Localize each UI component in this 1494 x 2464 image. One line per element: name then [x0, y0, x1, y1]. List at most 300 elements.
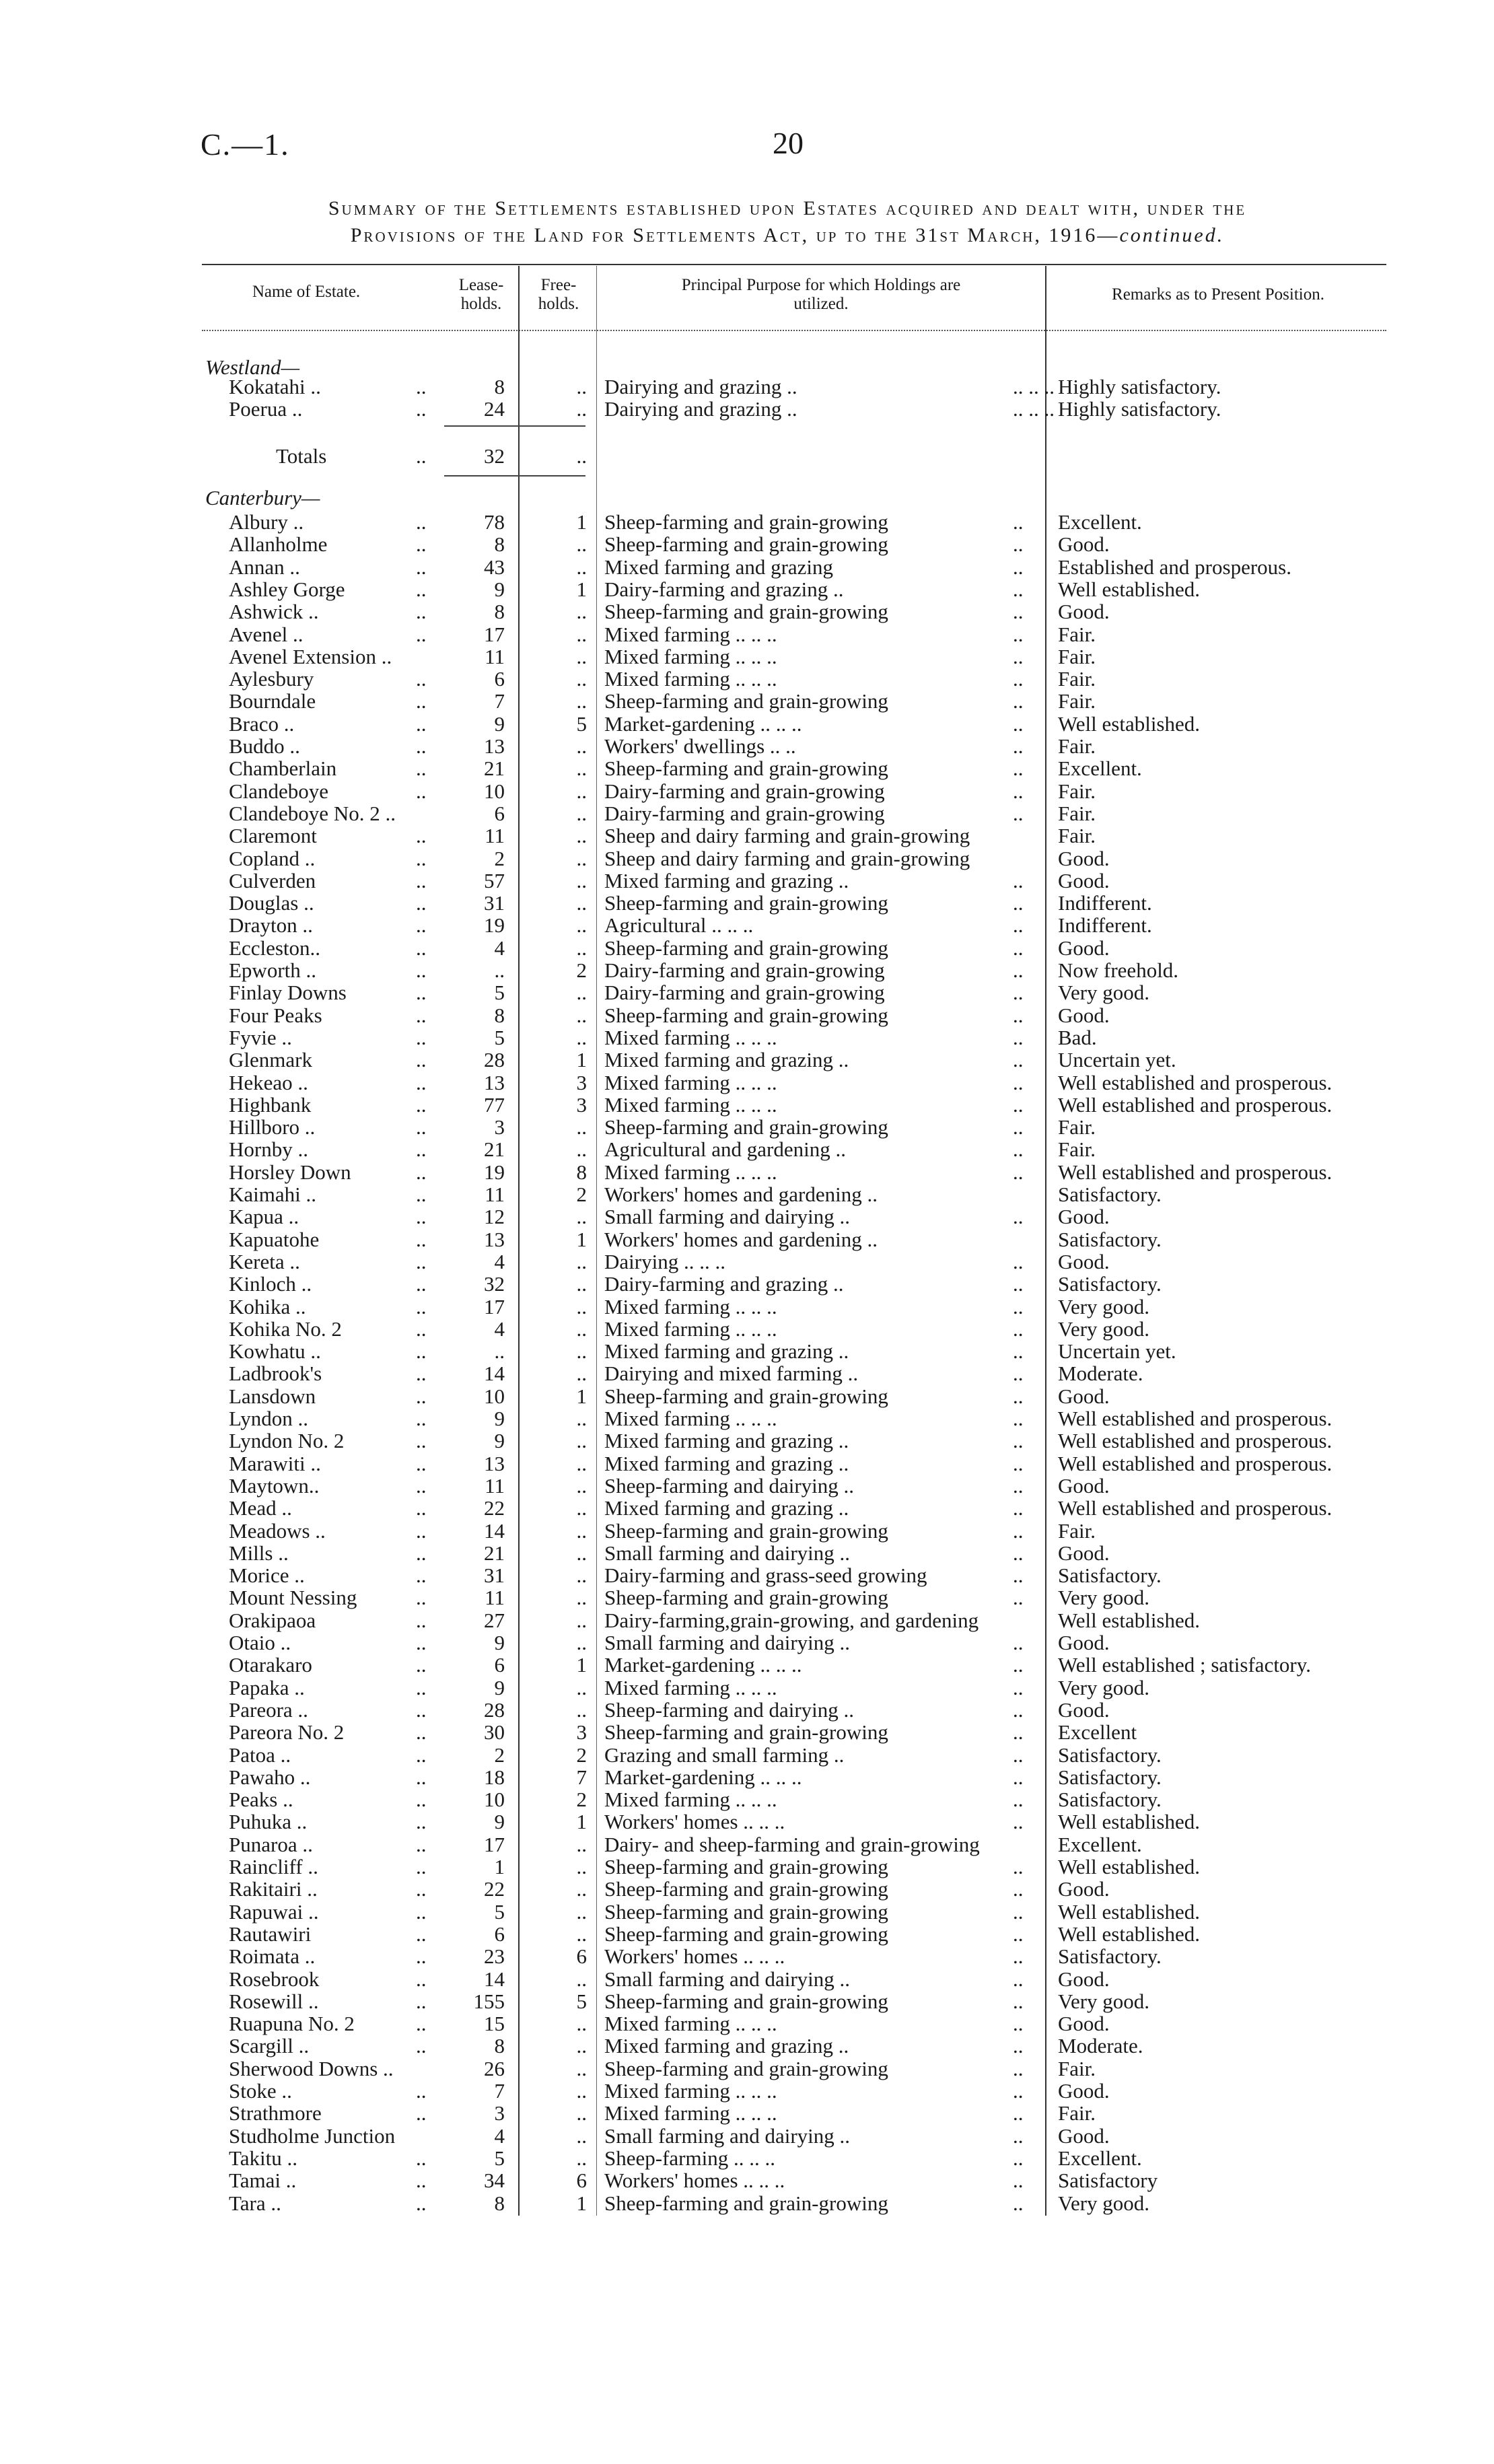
estate-name: Sherwood Downs ..	[229, 2056, 394, 2080]
totals-freeholds: ..	[576, 444, 587, 468]
leaseholds: 8	[494, 2034, 505, 2058]
leader-dots: ..	[416, 1249, 427, 1273]
table-row	[0, 1766, 1494, 1788]
col-header-name: Name of Estate.	[252, 283, 361, 301]
leader-dots: ..	[416, 1720, 427, 1745]
freeholds: 1	[576, 1653, 587, 1677]
leader-dots: ..	[416, 824, 427, 848]
purpose: Mixed farming .. .. ..	[604, 1092, 777, 1117]
purpose: Dairy-farming and grazing ..	[604, 1272, 844, 1296]
leader-dots: ..	[416, 1316, 427, 1341]
estate-name: Epworth ..	[229, 958, 317, 982]
purpose-dots: ..	[1013, 1944, 1024, 1969]
leader-dots: ..	[416, 1877, 427, 1901]
purpose-dots: ..	[1013, 1070, 1024, 1094]
header-bottom-rule	[202, 330, 1386, 331]
table-row	[0, 556, 1494, 578]
leader-dots: ..	[416, 1115, 427, 1139]
purpose: Dairy-farming and grain-growing	[604, 801, 885, 825]
purpose: Agricultural and gardening ..	[604, 1137, 846, 1162]
remarks: Good.	[1058, 2079, 1110, 2103]
freeholds: ..	[576, 1586, 587, 1610]
leaseholds: 28	[484, 1697, 505, 1722]
purpose-dots: ..	[1013, 1720, 1024, 1745]
remarks: Excellent	[1058, 1720, 1137, 1745]
table-row	[0, 1945, 1494, 1967]
purpose: Mixed farming .. .. ..	[604, 1160, 777, 1184]
purpose-dots: ..	[1013, 1541, 1024, 1565]
leaseholds: 155	[473, 1989, 505, 2013]
leader-dots: ..	[416, 375, 427, 398]
col-header-freeholds-2: holds.	[538, 295, 579, 313]
purpose-dots: ..	[1013, 1855, 1024, 1878]
leader-dots: ..	[416, 868, 427, 892]
purpose-dots: ..	[1013, 689, 1024, 713]
leaseholds: 15	[484, 2012, 505, 2036]
freeholds: ..	[576, 689, 587, 713]
table-row	[0, 1205, 1494, 1228]
remarks: Uncertain yet.	[1058, 1339, 1176, 1364]
table-row	[0, 1318, 1494, 1340]
table-row	[0, 1878, 1494, 1900]
leader-dots: ..	[416, 1160, 427, 1184]
purpose-dots: ..	[1013, 2056, 1024, 2080]
freeholds: 8	[576, 1160, 587, 1184]
purpose-dots: ..	[1013, 1272, 1024, 1296]
estate-name: Pareora No. 2	[229, 1720, 345, 1745]
estate-name: Papaka ..	[229, 1675, 305, 1699]
estate-name: Lyndon No. 2	[229, 1429, 345, 1453]
table-row	[0, 2057, 1494, 2080]
remarks: Good.	[1058, 600, 1110, 624]
purpose: Mixed farming and grazing ..	[604, 1429, 849, 1453]
totals-dots: ..	[416, 444, 427, 468]
leaseholds: ..	[494, 958, 505, 982]
purpose: Sheep-farming and grain-growing	[604, 1003, 888, 1027]
leader-dots: ..	[416, 1967, 427, 1991]
leaseholds: 9	[494, 577, 505, 601]
freeholds: ..	[576, 801, 587, 825]
purpose: Dairying and grazing ..	[604, 375, 797, 398]
table-row	[0, 1475, 1494, 1497]
remarks: Well established and prosperous.	[1058, 1070, 1332, 1094]
estate-name: Ladbrook's	[229, 1362, 322, 1386]
leader-dots: ..	[416, 1832, 427, 1856]
freeholds: ..	[576, 734, 587, 758]
freeholds: ..	[576, 397, 587, 421]
leader-dots: ..	[416, 1631, 427, 1654]
estate-name: Clandeboye No. 2 ..	[229, 801, 396, 825]
purpose: Small farming and dairying ..	[604, 1631, 851, 1654]
purpose: Mixed farming .. .. ..	[604, 644, 777, 668]
leader-dots: ..	[416, 1653, 427, 1677]
estate-name: Drayton ..	[229, 913, 313, 938]
purpose: Mixed farming .. .. ..	[604, 1070, 777, 1094]
estate-name: Hekeao ..	[229, 1070, 308, 1094]
estate-name: Kapuatohe	[229, 1227, 320, 1251]
leader-dots: ..	[416, 1541, 427, 1565]
title-line-2	[182, 222, 1393, 249]
leaseholds: 13	[484, 1451, 505, 1475]
table-row	[0, 533, 1494, 555]
purpose-dots: ..	[1013, 1092, 1024, 1117]
leaseholds: 78	[484, 510, 505, 534]
freeholds: ..	[576, 600, 587, 624]
remarks: Very good.	[1058, 2191, 1150, 2215]
purpose-dots: ..	[1013, 1316, 1024, 1341]
purpose-dots: ..	[1013, 1563, 1024, 1588]
leaseholds: 19	[484, 913, 505, 938]
freeholds: ..	[576, 1137, 587, 1162]
remarks: Well established.	[1058, 1899, 1201, 1924]
purpose: Mixed farming .. .. ..	[604, 667, 777, 691]
table-row	[0, 1901, 1494, 1923]
purpose: Sheep-farming and grain-growing	[604, 1518, 888, 1543]
table-row	[0, 1856, 1494, 1878]
leader-dots: ..	[416, 1294, 427, 1318]
purpose-dots: ..	[1013, 2079, 1024, 2103]
purpose: Dairy-farming and grass-seed growing	[604, 1563, 927, 1588]
table-row	[0, 892, 1494, 914]
table-row	[0, 1385, 1494, 1407]
estate-name: Hornby ..	[229, 1137, 308, 1162]
table-row	[0, 2169, 1494, 2191]
leaseholds: 5	[494, 981, 505, 1005]
leader-dots: ..	[416, 1788, 427, 1812]
table-row	[0, 735, 1494, 757]
purpose: Sheep-farming and grain-growing	[604, 2191, 888, 2215]
freeholds: ..	[576, 1205, 587, 1229]
leader-dots: ..	[416, 711, 427, 736]
purpose-dots: ..	[1013, 577, 1024, 601]
purpose: Grazing and small farming ..	[604, 1743, 845, 1767]
leader-dots: ..	[416, 1743, 427, 1767]
freeholds: ..	[576, 1249, 587, 1273]
freeholds: ..	[576, 2146, 587, 2170]
purpose-dots: ..	[1013, 1473, 1024, 1498]
leader-dots: ..	[416, 1362, 427, 1386]
table-row	[0, 1116, 1494, 1138]
leaseholds: 13	[484, 1070, 505, 1094]
purpose: Sheep-farming and dairying ..	[604, 1473, 855, 1498]
purpose: Sheep-farming and grain-growing	[604, 1586, 888, 1610]
freeholds: ..	[576, 622, 587, 646]
remarks: Very good.	[1058, 1294, 1150, 1318]
table-row	[0, 511, 1494, 533]
table-row	[0, 1273, 1494, 1295]
remarks: Good.	[1058, 1877, 1110, 1901]
purpose: Sheep-farming and grain-growing	[604, 1384, 888, 1408]
totals-bottom-rule	[444, 475, 585, 477]
table-row	[0, 1340, 1494, 1362]
remarks: Well established and prosperous.	[1058, 1429, 1332, 1453]
purpose-dots: ..	[1013, 1765, 1024, 1789]
remarks: Good.	[1058, 532, 1110, 557]
remarks: Fair.	[1058, 689, 1096, 713]
estate-name: Peaks ..	[229, 1788, 293, 1812]
purpose-dots: ..	[1013, 1115, 1024, 1139]
estate-name: Horsley Down	[229, 1160, 351, 1184]
freeholds: ..	[576, 2056, 587, 2080]
purpose: Sheep-farming and grain-growing	[604, 1855, 888, 1878]
remarks: Good.	[1058, 1249, 1110, 1273]
estate-name: Kereta ..	[229, 1249, 300, 1273]
estate-name: Kapua ..	[229, 1205, 299, 1229]
table-row	[0, 1744, 1494, 1766]
freeholds: ..	[576, 2012, 587, 2036]
col-header-leaseholds-1: Lease-	[458, 276, 504, 294]
estate-name: Eccleston..	[229, 936, 321, 960]
purpose: Workers' homes .. .. ..	[604, 1944, 785, 1969]
leader-dots: ..	[416, 846, 427, 870]
leader-dots: ..	[416, 1025, 427, 1049]
remarks: Fair.	[1058, 667, 1096, 691]
purpose-dots: ..	[1013, 532, 1024, 557]
estate-name: Orakipaoa	[229, 1608, 316, 1632]
purpose-dots: ..	[1013, 1137, 1024, 1162]
table-row	[0, 1407, 1494, 1430]
table-row	[0, 1609, 1494, 1631]
freeholds: ..	[576, 1922, 587, 1946]
leader-dots: ..	[416, 756, 427, 781]
estate-name: Kinloch ..	[229, 1272, 312, 1296]
estate-name: Otarakaro	[229, 1653, 312, 1677]
freeholds: ..	[576, 868, 587, 892]
col-header-leaseholds-2: holds.	[460, 295, 502, 313]
estate-name: Kaimahi ..	[229, 1183, 316, 1206]
purpose-dots: ..	[1013, 2146, 1024, 2170]
freeholds: 1	[576, 577, 587, 601]
purpose-dots: ..	[1013, 1407, 1024, 1430]
leader-dots: ..	[416, 1384, 427, 1408]
estate-name: Mead ..	[229, 1496, 292, 1520]
freeholds: 2	[576, 1743, 587, 1767]
table-row	[0, 1094, 1494, 1116]
remarks: Satisfactory.	[1058, 1272, 1162, 1296]
table-row	[0, 1161, 1494, 1183]
leaseholds: 10	[484, 779, 505, 803]
estate-name: Glenmark	[229, 1048, 312, 1072]
estate-name: Bourndale	[229, 689, 316, 713]
estate-name: Roimata ..	[229, 1944, 316, 1969]
estate-name: Annan ..	[229, 555, 300, 579]
purpose: Mixed farming and grazing	[604, 555, 834, 579]
remarks: Good.	[1058, 1205, 1110, 1229]
table-row	[0, 780, 1494, 802]
remarks: Good.	[1058, 1003, 1110, 1027]
freeholds: ..	[576, 1025, 587, 1049]
leaseholds: 18	[484, 1765, 505, 1789]
table-row	[0, 1654, 1494, 1676]
freeholds: ..	[576, 1608, 587, 1632]
col-header-leaseholds	[444, 276, 518, 314]
remarks: Established and prosperous.	[1058, 555, 1291, 579]
freeholds: ..	[576, 667, 587, 691]
leader-dots: ..	[416, 689, 427, 713]
leaseholds: 21	[484, 1541, 505, 1565]
remarks: Well established and prosperous.	[1058, 1407, 1332, 1430]
estate-name: Otaio ..	[229, 1631, 291, 1654]
freeholds: 7	[576, 1765, 587, 1789]
leader-dots: ..	[416, 779, 427, 803]
remarks: Fair.	[1058, 2056, 1096, 2080]
title-continued: continued.	[1119, 224, 1225, 246]
freeholds: ..	[576, 936, 587, 960]
leaseholds: 4	[494, 936, 505, 960]
title-line-2-main: Provisions of the Land for Settlements Act, up to the 31st March, 1916—	[350, 224, 1120, 246]
leaseholds: 9	[494, 1429, 505, 1453]
purpose: Dairying .. .. ..	[604, 1249, 725, 1273]
leaseholds: 14	[484, 1362, 505, 1386]
freeholds: ..	[576, 1316, 587, 1341]
table-row	[0, 1968, 1494, 1990]
leader-dots: ..	[416, 1765, 427, 1789]
leader-dots: ..	[416, 1473, 427, 1498]
leaseholds: 7	[494, 2079, 505, 2103]
estate-name: Buddo ..	[229, 734, 300, 758]
remarks: Highly satisfactory.	[1058, 397, 1221, 421]
purpose-dots: ..	[1013, 1339, 1024, 1364]
table-row	[0, 937, 1494, 959]
freeholds: 1	[576, 1227, 587, 1251]
table-row	[0, 1452, 1494, 1475]
leaseholds: 4	[494, 1249, 505, 1273]
freeholds: ..	[576, 1675, 587, 1699]
leaseholds: 11	[485, 1586, 505, 1610]
purpose-dots: ..	[1013, 1631, 1024, 1654]
estate-name: Strathmore	[229, 2101, 322, 2125]
freeholds: ..	[576, 1697, 587, 1722]
remarks: Satisfactory.	[1058, 1944, 1162, 1969]
estate-name: Braco ..	[229, 711, 295, 736]
leaseholds: 4	[494, 1316, 505, 1341]
remarks: Uncertain yet.	[1058, 1048, 1176, 1072]
table-row	[0, 1923, 1494, 1945]
remarks: Now freehold.	[1058, 958, 1179, 982]
table-row	[0, 1833, 1494, 1856]
purpose-dots: ..	[1013, 1384, 1024, 1408]
freeholds: 3	[576, 1720, 587, 1745]
estate-name: Four Peaks	[229, 1003, 322, 1027]
leaseholds: 9	[494, 1675, 505, 1699]
remarks: Excellent.	[1058, 756, 1142, 781]
estate-name: Patoa ..	[229, 1743, 291, 1767]
table-row	[0, 623, 1494, 645]
freeholds: ..	[576, 532, 587, 557]
estate-name: Fyvie ..	[229, 1025, 292, 1049]
purpose-dots: ..	[1013, 1989, 1024, 2013]
purpose-dots: ..	[1013, 1048, 1024, 1072]
purpose: Small farming and dairying ..	[604, 1541, 851, 1565]
remarks: Good.	[1058, 868, 1110, 892]
leaseholds: 21	[484, 1137, 505, 1162]
leaseholds: 1	[494, 1855, 505, 1878]
col-header-remarks: Remarks as to Present Position.	[1112, 285, 1324, 304]
remarks: Well established and prosperous.	[1058, 1496, 1332, 1520]
leaseholds: 13	[484, 1227, 505, 1251]
leaseholds: 17	[484, 1294, 505, 1318]
leaseholds: 6	[494, 1922, 505, 1946]
table-row	[0, 1183, 1494, 1205]
purpose: Dairy-farming,grain-growing, and gardening	[604, 1608, 979, 1632]
freeholds: 2	[576, 1788, 587, 1812]
leader-dots: ..	[416, 397, 427, 421]
table-row	[0, 1004, 1494, 1026]
freeholds: ..	[576, 644, 587, 668]
leaseholds: 8	[494, 375, 505, 398]
freeholds: ..	[576, 375, 587, 398]
table-row	[0, 1026, 1494, 1049]
purpose: Sheep-farming and dairying ..	[604, 1697, 855, 1722]
leader-dots: ..	[416, 2146, 427, 2170]
freeholds: 1	[576, 1810, 587, 1834]
purpose: Sheep-farming and grain-growing	[604, 1989, 888, 2013]
page-ref: C.—1.	[201, 127, 290, 162]
purpose-dots: ..	[1013, 2191, 1024, 2215]
remarks: Good.	[1058, 2123, 1110, 2148]
purpose-dots: ..	[1013, 1922, 1024, 1946]
freeholds: ..	[576, 1967, 587, 1991]
table-row	[0, 376, 1494, 398]
remarks: Moderate.	[1058, 1362, 1143, 1386]
leaseholds: 10	[484, 1384, 505, 1408]
leaseholds: 5	[494, 1899, 505, 1924]
remarks: Well established.	[1058, 1608, 1201, 1632]
remarks: Good.	[1058, 1631, 1110, 1654]
freeholds: ..	[576, 1541, 587, 1565]
freeholds: ..	[576, 555, 587, 579]
table-row	[0, 1228, 1494, 1251]
freeholds: 3	[576, 1070, 587, 1094]
freeholds: ..	[576, 1631, 587, 1654]
remarks: Very good.	[1058, 981, 1150, 1005]
leaseholds: 3	[494, 1115, 505, 1139]
freeholds: ..	[576, 846, 587, 870]
purpose: Workers' homes and gardening ..	[604, 1183, 878, 1206]
freeholds: 5	[576, 711, 587, 736]
totals-leaseholds: 32	[484, 444, 505, 468]
purpose: Sheep-farming and grain-growing	[604, 1877, 888, 1901]
estate-name: Kokatahi ..	[229, 375, 321, 398]
leaseholds: 8	[494, 1003, 505, 1027]
remarks: Satisfactory	[1058, 2169, 1158, 2193]
freeholds: ..	[576, 891, 587, 915]
table-row	[0, 1497, 1494, 1519]
leaseholds: 22	[484, 1877, 505, 1901]
leader-dots: ..	[416, 1899, 427, 1924]
estate-name: Kohika ..	[229, 1294, 306, 1318]
freeholds: 1	[576, 1384, 587, 1408]
remarks: Fair.	[1058, 734, 1096, 758]
freeholds: ..	[576, 981, 587, 1005]
purpose-dots: ..	[1013, 1899, 1024, 1924]
section-heading-canterbury: Canterbury—	[205, 486, 320, 509]
freeholds: 1	[576, 510, 587, 534]
purpose-dots: ..	[1013, 1653, 1024, 1677]
estate-name: Finlay Downs	[229, 981, 347, 1005]
purpose: Sheep-farming and grain-growing	[604, 1922, 888, 1946]
purpose-dots: ..	[1013, 913, 1024, 938]
purpose-dots: ..	[1013, 801, 1024, 825]
table-row	[0, 1586, 1494, 1609]
page-number: 20	[773, 126, 804, 160]
freeholds: ..	[576, 1407, 587, 1430]
estate-name: Maytown..	[229, 1473, 320, 1498]
purpose-dots: ..	[1013, 644, 1024, 668]
purpose: Market-gardening .. .. ..	[604, 711, 802, 736]
leader-dots: ..	[416, 1697, 427, 1722]
table-row	[0, 713, 1494, 735]
